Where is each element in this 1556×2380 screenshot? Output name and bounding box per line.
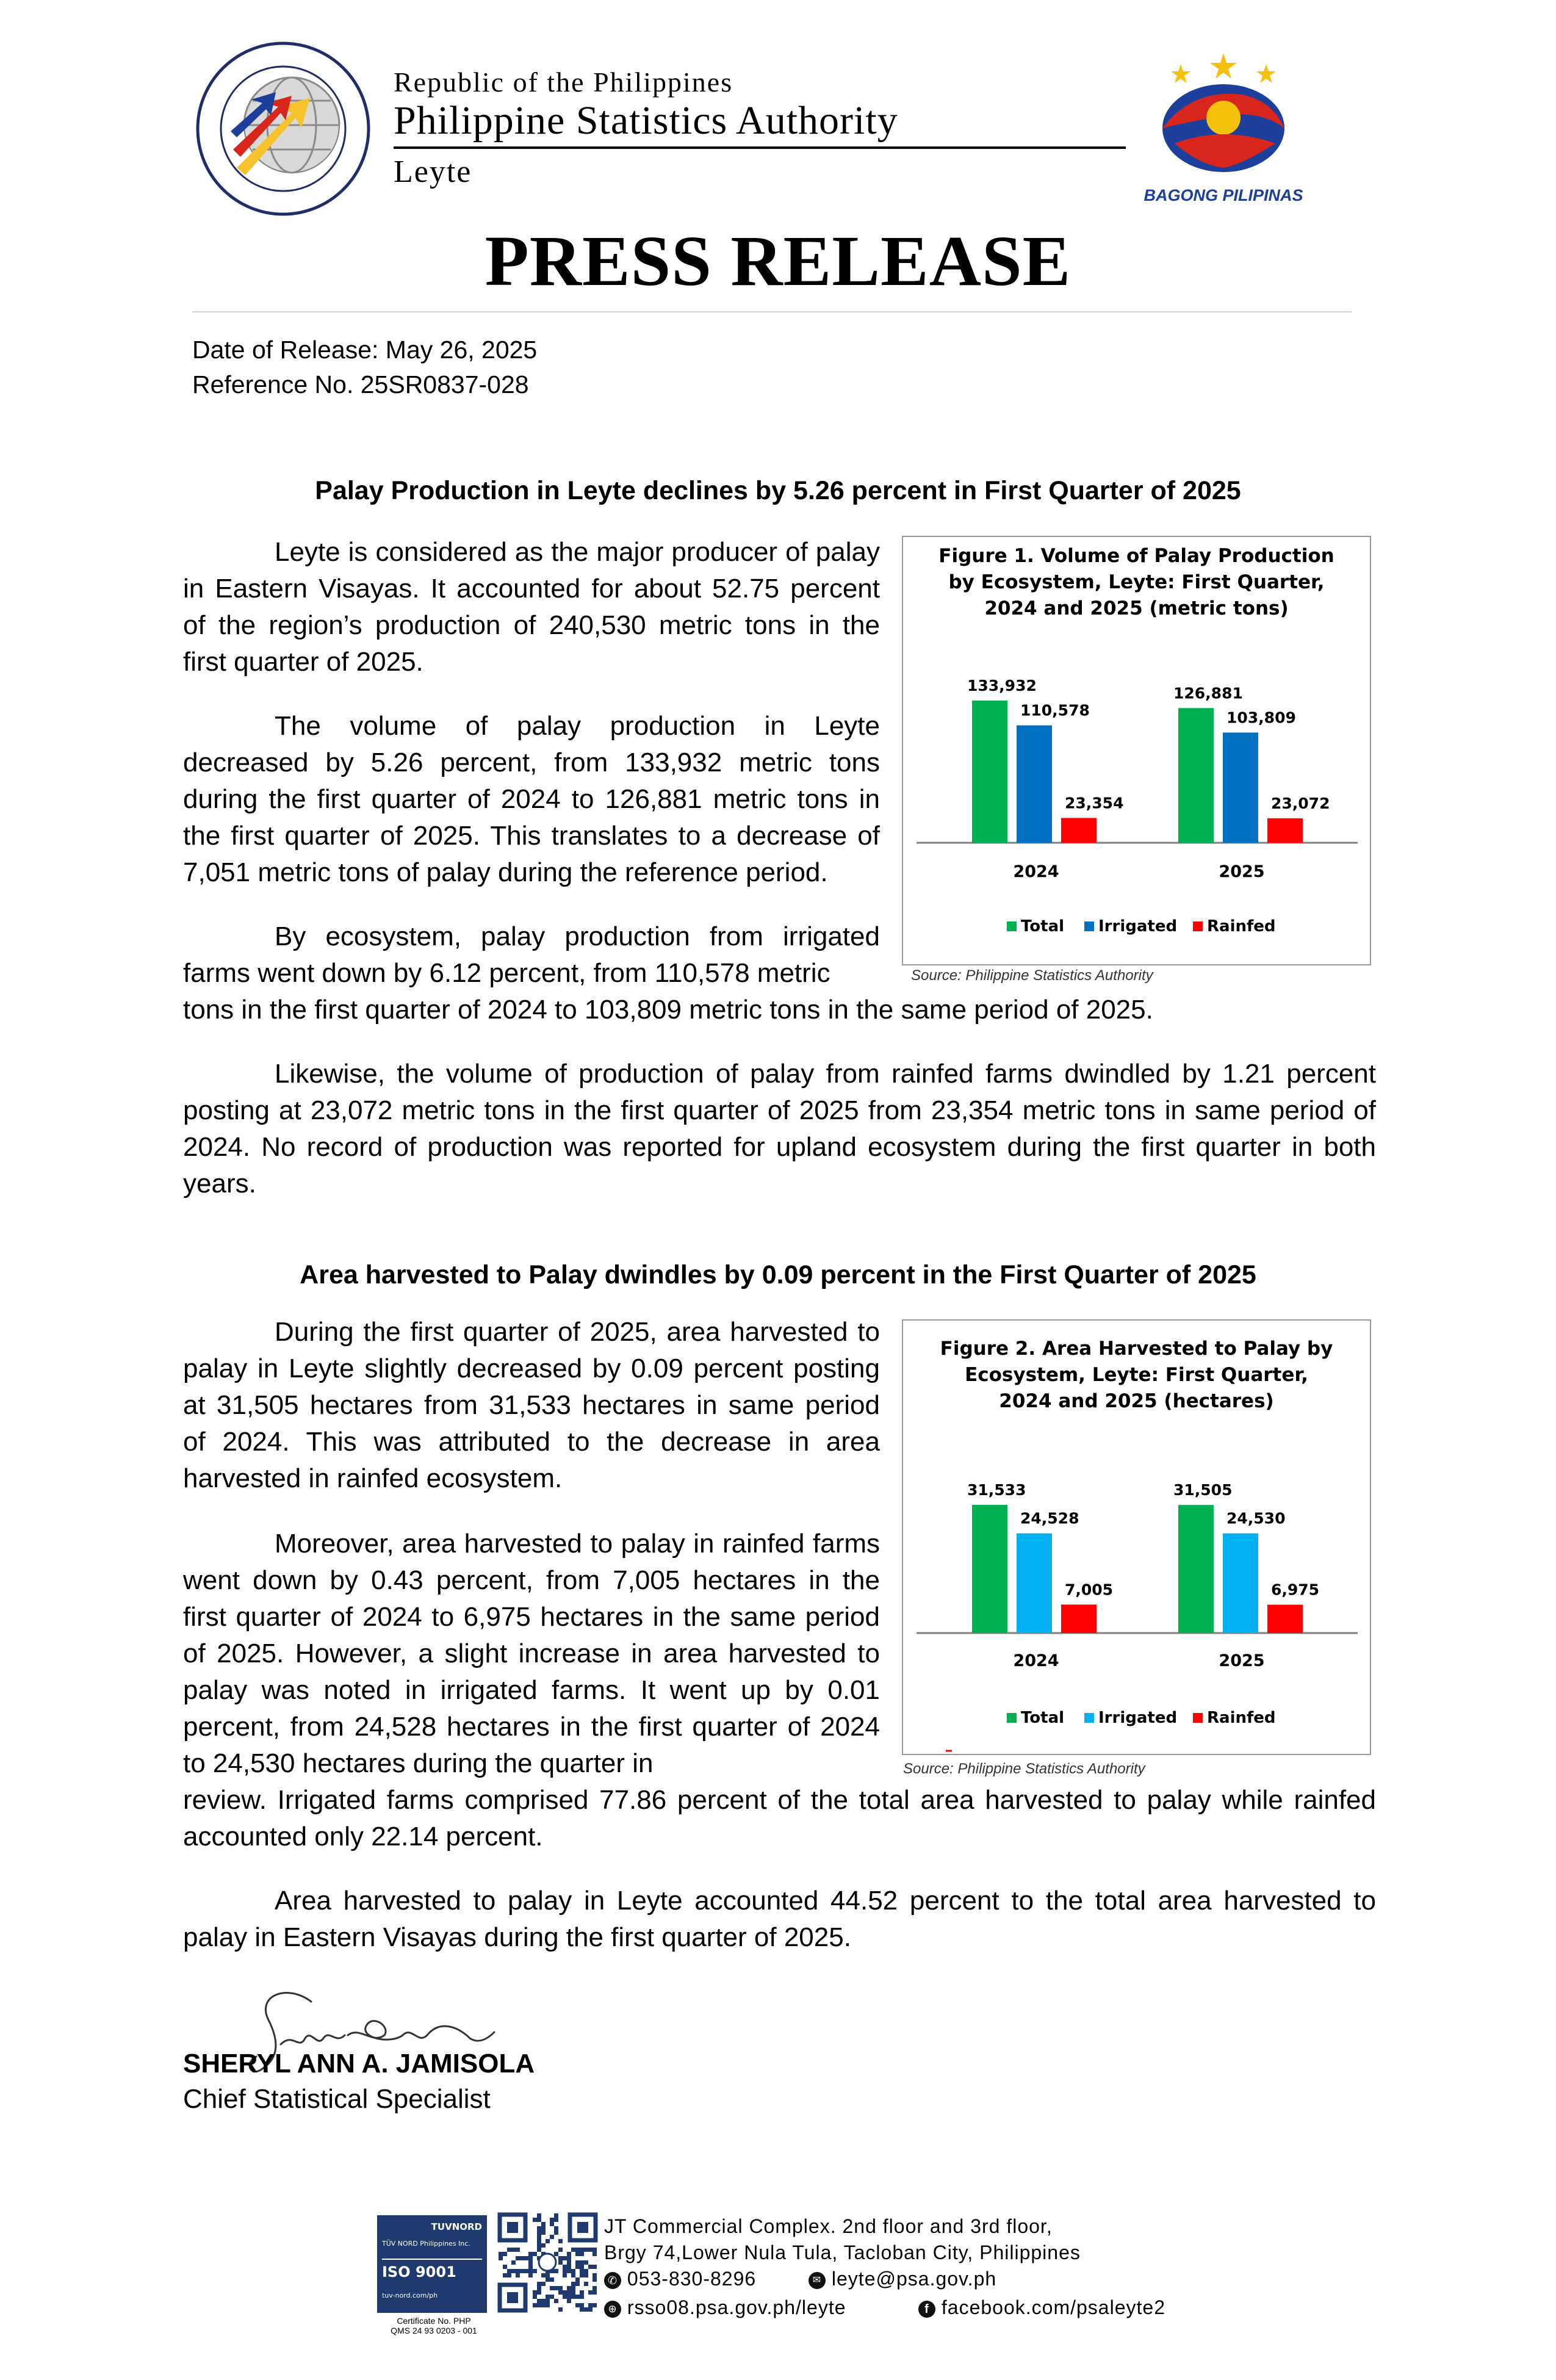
facebook-icon: f — [918, 2301, 935, 2318]
figure-1 — [902, 536, 1371, 965]
data-label-irrigated-2025: 103,809 — [1226, 709, 1296, 727]
legend-swatch-rainfed — [1193, 921, 1203, 931]
figure-2-title: Figure 2. Area Harvested to Palay by Ecosystem, Leyte: First Quarter, 2024 and 2025 (hectares) — [940, 1338, 1333, 1412]
psa-logo — [194, 40, 372, 218]
bar-irrigated-2025 — [1223, 732, 1258, 843]
footer-address-2: Brgy 74,Lower Nula Tula, Tacloban City, Philippines — [604, 2241, 1081, 2263]
header-office: Leyte — [394, 154, 472, 189]
footer-facebook-row[interactable] — [918, 2296, 1165, 2319]
data-label-irrigated-2024: 24,528 — [1020, 1509, 1079, 1527]
bar-irrigated-2024 — [1017, 1534, 1052, 1633]
figure-2-chart — [903, 1321, 1370, 1754]
header-rule — [394, 146, 1126, 149]
iso-badge — [377, 2215, 487, 2313]
legend-swatch-irrigated — [1084, 1713, 1094, 1723]
footer-facebook[interactable]: facebook.com/psaleyte2 — [941, 2296, 1165, 2318]
legend-swatch-total — [1007, 921, 1017, 931]
legend-label-irrigated: Irrigated — [1098, 917, 1178, 936]
section1-paragraph-1 — [183, 534, 880, 680]
section1-paragraph-2 — [183, 708, 880, 891]
bar-rainfed-2024 — [1061, 818, 1097, 843]
section1-p2-text: The volume of palay production in Leyte decreased by 5.26 percent, from 133,932 metric tons during the first quarter of 2024 to 126,881 metric tons in the first quarter of 2025. This translates to a decrease of 7,051 metric tons of palay during the reference period. — [183, 711, 880, 887]
footer-phone-row — [604, 2268, 756, 2290]
footer-email-row[interactable] — [809, 2268, 996, 2290]
header-agency: Philippine Statistics Authority — [394, 98, 898, 143]
tuv-label: TUVNORD — [431, 2221, 482, 2232]
header-republic: Republic of the Philippines — [394, 67, 733, 98]
section1-title: Palay Production in Leyte declines by 5.26 percent in First Quarter of 2025 — [315, 476, 1241, 505]
tuv-url: tuv-nord.com/ph — [382, 2292, 438, 2299]
legend-label-total: Total — [1021, 1709, 1065, 1727]
data-label-irrigated-2024: 110,578 — [1020, 701, 1090, 719]
figure-1-xtick-2025: 2025 — [1219, 862, 1265, 881]
certificate-no: Certificate No. PHP QMS 24 93 0203 - 001 — [391, 2316, 477, 2335]
legend-label-rainfed: Rainfed — [1207, 917, 1276, 936]
bar-total-2025 — [1178, 708, 1214, 843]
legend-label-irrigated: Irrigated — [1098, 1709, 1178, 1727]
section2-paragraph-3 — [183, 1883, 1376, 1956]
bar-irrigated-2024 — [1017, 726, 1052, 843]
legend-swatch-total — [1007, 1713, 1017, 1723]
legend-label-rainfed: Rainfed — [1207, 1709, 1276, 1727]
section2-paragraph-2a — [183, 1526, 880, 1782]
figure-1-chart — [903, 537, 1370, 964]
section1-p3a-text: By ecosystem, palay production from irrigated farms went down by 6.12 percent, from 110,578 metric — [183, 921, 880, 988]
footer-website-row[interactable] — [604, 2296, 846, 2319]
section2-title: Area harvested to Palay dwindles by 0.09 percent in the First Quarter of 2025 — [300, 1260, 1256, 1289]
bar-rainfed-2025 — [1267, 1605, 1303, 1633]
bagong-pilipinas-logo — [1150, 52, 1297, 174]
data-label-rainfed-2025: 6,975 — [1271, 1581, 1320, 1599]
legend-swatch-rainfed — [1193, 1713, 1203, 1723]
data-label-total-2024: 31,533 — [967, 1481, 1026, 1499]
signatory-title: Chief Statistical Specialist — [183, 2084, 491, 2114]
section2-paragraph-1 — [183, 1314, 880, 1497]
section2-p2a-text: Moreover, area harvested to palay in rainfed farms went down by 0.43 percent, from 7,005 hectares in the first quarter of 2024 to 6,975 hectares in the same period of 2025. However, a slight increase in area harvested to palay was noted in irrigated farms. It went up by 0.01 percent, from 24,528 hectares in the first quarter of 2024 to 24,530 hectares during the quarter in — [183, 1529, 880, 1778]
section2-paragraph-2b: review. Irrigated farms comprised 77.86 percent of the total area harvested to palay while rainfed accounted only 22.14 percent. — [183, 1785, 1376, 1852]
legend-label-total: Total — [1021, 917, 1065, 936]
figure-1-xtick-2024: 2024 — [1013, 862, 1059, 881]
figure-1-title: Figure 1. Volume of Palay Production by Ecosystem, Leyte: First Quarter, 2024 and 2025 (metric tons) — [938, 545, 1334, 619]
release-date: Date of Release: May 26, 2025 — [192, 336, 538, 364]
press-release-title: PRESS RELEASE — [484, 221, 1072, 301]
section2-p3-text: Area harvested to palay in Leyte accounted 44.52 percent to the total area harvested to palay in Eastern Visayas during the first quarter of 2025. — [183, 1886, 1376, 1952]
section1-paragraph-3b: tons in the first quarter of 2024 to 103,809 metric tons in the same period of 2025. — [183, 995, 1153, 1025]
qr-code — [497, 2212, 598, 2313]
figure-1-source: Source: Philippine Statistics Authority — [911, 967, 1153, 984]
figure-2 — [902, 1319, 1371, 1755]
figure-2-xtick-2024: 2024 — [1013, 1651, 1059, 1670]
phone-icon: ✆ — [604, 2272, 621, 2289]
section1-paragraph-4 — [183, 1056, 1376, 1202]
section1-p1-text: Leyte is considered as the major producer of palay in Eastern Visayas. It accounted for about 52.75 percent of the region’s production of 240,530 metric tons in the first quarter of 2025. — [183, 537, 880, 677]
legend-swatch-irrigated — [1084, 921, 1094, 931]
data-label-irrigated-2025: 24,530 — [1226, 1509, 1286, 1527]
footer-website[interactable]: rsso08.psa.gov.ph/leyte — [627, 2296, 846, 2318]
bar-irrigated-2025 — [1223, 1534, 1258, 1633]
data-label-rainfed-2024: 23,354 — [1065, 794, 1124, 812]
data-label-rainfed-2025: 23,072 — [1271, 794, 1330, 812]
bar-total-2025 — [1178, 1505, 1214, 1633]
footer-address-1: JT Commercial Complex. 2nd floor and 3rd floor, — [604, 2215, 1053, 2237]
bagong-pilipinas-label: BAGONG PILIPINAS — [1144, 186, 1303, 204]
reference-number: Reference No. 25SR0837-028 — [192, 370, 529, 398]
footer-phone: 053-830-8296 — [627, 2268, 757, 2290]
figure-2-xtick-2025: 2025 — [1219, 1651, 1265, 1670]
data-label-total-2025: 126,881 — [1173, 684, 1243, 702]
footer-email[interactable]: leyte@psa.gov.ph — [831, 2268, 997, 2290]
bar-rainfed-2024 — [1061, 1604, 1097, 1633]
bar-rainfed-2025 — [1267, 818, 1303, 843]
globe-icon: ⊕ — [604, 2301, 621, 2318]
section2-p1-text: During the first quarter of 2025, area harvested to palay in Leyte slightly decreased by 0.09 percent posting at 31,505 hectares from 31,533 hectares in same period of 2024. This was attributed to the decrease in area harvested in rainfed ecosystem. — [183, 1317, 880, 1493]
section1-p4-text: Likewise, the volume of production of palay from rainfed farms dwindled by 1.21 percent posting at 23,072 metric tons in the first quarter of 2025 from 23,354 metric tons in same period of 2024. No record of production was reported for upland ecosystem during the first quarter in both years. — [183, 1059, 1376, 1199]
bar-total-2024 — [972, 1505, 1007, 1633]
section1-paragraph-3a — [183, 918, 880, 992]
bar-total-2024 — [972, 701, 1007, 843]
signatory-name: SHERYL ANN A. JAMISOLA — [183, 2049, 535, 2079]
title-rule — [192, 311, 1352, 312]
iso-label: ISO 9001 — [382, 2259, 482, 2281]
email-icon: ✉ — [809, 2272, 826, 2289]
data-label-total-2025: 31,505 — [1173, 1481, 1233, 1499]
tuv-sub-label: TÜV NORD Philippines Inc. — [382, 2240, 470, 2248]
data-label-rainfed-2024: 7,005 — [1065, 1581, 1114, 1599]
data-label-total-2024: 133,932 — [967, 677, 1037, 694]
figure-2-source: Source: Philippine Statistics Authority — [903, 1761, 1145, 1777]
